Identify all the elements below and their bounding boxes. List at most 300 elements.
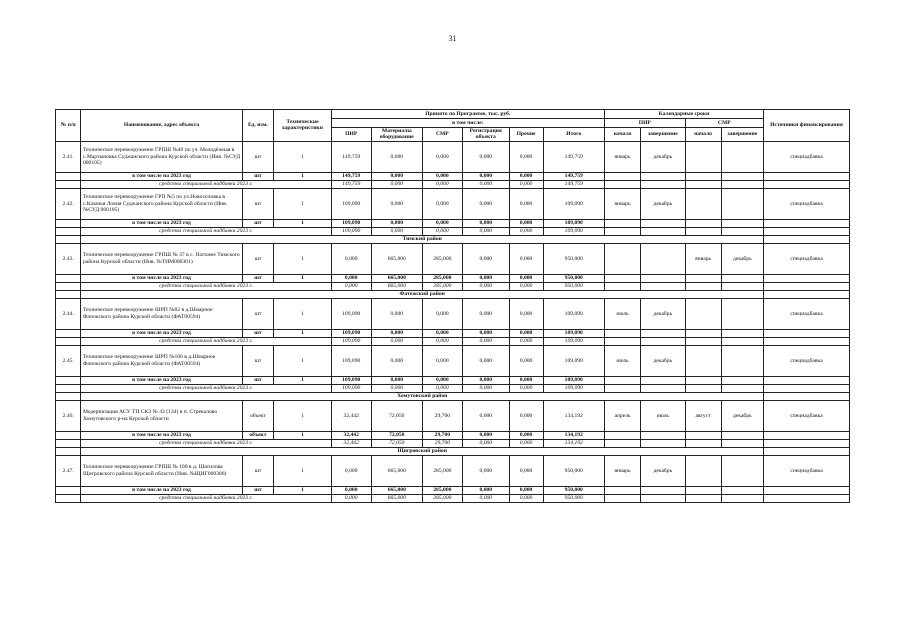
other-cell: 0,000: [509, 455, 543, 486]
empty-cell: [764, 329, 850, 337]
header-calendar: Календарные сроки: [605, 110, 764, 119]
empty-cell: [764, 227, 850, 235]
total-cell: 109,090: [543, 337, 605, 345]
registration-cell: 0,000: [462, 384, 509, 392]
registration-cell: 0,000: [462, 282, 509, 290]
pir-cell: 0,000: [331, 494, 371, 502]
subtotal-label: в том числе на 2023 год: [81, 431, 242, 439]
header-pir: ПИР: [331, 128, 371, 142]
empty-cell: [605, 439, 641, 447]
source-cell: спецнадбавка: [764, 455, 850, 486]
empty-cell: [605, 384, 641, 392]
header-end-pir: завершение: [641, 128, 686, 142]
pir-end-cell: декабрь: [641, 455, 686, 486]
unit-cell: шт: [242, 243, 274, 274]
header-name: Наименование, адрес объекта: [81, 110, 242, 142]
unit-cell: объект: [242, 400, 274, 431]
empty-cell: [764, 384, 850, 392]
empty-cell: [641, 337, 686, 345]
district-row: [56, 290, 850, 298]
object-name: Модернизация АСУ ТП СКЗ № 43 (134) в п. Стрекалово Хомутовского р-на Курской области: [81, 400, 242, 431]
district-row: [56, 392, 850, 400]
other-cell: 0,000: [509, 345, 543, 376]
pir-start-cell: январь: [605, 141, 641, 172]
subtotal-label: в том числе на 2023 год: [81, 376, 242, 384]
materials-cell: 0,000: [371, 337, 422, 345]
registration-cell: 0,000: [462, 274, 509, 282]
empty-cell: [764, 392, 850, 400]
materials-cell: 665,000: [371, 274, 422, 282]
empty-cell: [641, 439, 686, 447]
tech-cell: 1: [274, 431, 331, 439]
materials-cell: 665,000: [371, 243, 422, 274]
empty-cell: [685, 376, 721, 384]
subtotal-label: в том числе на 2023 год: [81, 274, 242, 282]
smr-cell: 0,000: [422, 141, 462, 172]
total-cell: 950,000: [543, 486, 605, 494]
pir-cell: 32,442: [331, 431, 371, 439]
smr-cell: 0,000: [422, 329, 462, 337]
tech-cell: 1: [274, 298, 331, 329]
registration-cell: 0,000: [462, 376, 509, 384]
object-name: Техническое перевооружение ГРПШ № 100 в д. Шатилова Щигровского района Курской области (Инв. №ЩИГ000386): [81, 455, 242, 486]
tech-cell: 1: [274, 329, 331, 337]
total-cell: 950,000: [543, 455, 605, 486]
header-source: Источники финансирования: [764, 110, 850, 142]
district-row: [56, 235, 850, 243]
pir-cell: 109,090: [331, 345, 371, 376]
header-cal-pir: ПИР: [605, 119, 686, 128]
registration-cell: 0,000: [462, 329, 509, 337]
empty-cell: [641, 431, 686, 439]
empty-cell: [56, 384, 81, 392]
other-cell: 0,000: [509, 439, 543, 447]
empty-cell: [685, 180, 721, 188]
materials-cell: 0,000: [371, 172, 422, 180]
empty-cell: [721, 439, 763, 447]
total-cell: 950,000: [543, 274, 605, 282]
empty-cell: [721, 180, 763, 188]
pir-cell: 0,000: [331, 486, 371, 494]
smr-start-cell: [685, 188, 721, 219]
empty-cell: [56, 274, 81, 282]
other-cell: 0,000: [509, 376, 543, 384]
funding-row: [56, 180, 850, 188]
materials-cell: 0,000: [371, 376, 422, 384]
page-number: 31: [448, 34, 457, 43]
tech-cell: 1: [274, 345, 331, 376]
smr-start-cell: [685, 455, 721, 486]
row-number: 2.44.: [56, 298, 81, 329]
empty-cell: [721, 494, 763, 502]
total-cell: 134,192: [543, 439, 605, 447]
tech-cell: 1: [274, 141, 331, 172]
object-row: [56, 455, 850, 486]
source-cell: спецнадбавка: [764, 298, 850, 329]
tech-cell: 1: [274, 243, 331, 274]
smr-start-cell: январь: [685, 243, 721, 274]
smr-end-cell: [721, 298, 763, 329]
smr-cell: 0,000: [422, 219, 462, 227]
row-number: 2.47.: [56, 455, 81, 486]
header-registration: Регистрация объекта: [462, 128, 509, 142]
pir-cell: 109,090: [331, 227, 371, 235]
empty-cell: [605, 282, 641, 290]
empty-cell: [721, 486, 763, 494]
funding-label: средства специальной надбавки 2023 г.: [81, 227, 331, 235]
registration-cell: 0,000: [462, 486, 509, 494]
other-cell: 0,000: [509, 188, 543, 219]
unit-cell: шт: [242, 455, 274, 486]
materials-cell: 0,000: [371, 227, 422, 235]
total-cell: 109,090: [543, 329, 605, 337]
smr-cell: 29,700: [422, 431, 462, 439]
empty-cell: [764, 447, 850, 455]
funding-row: [56, 494, 850, 502]
registration-cell: 0,000: [462, 141, 509, 172]
source-cell: спецнадбавка: [764, 400, 850, 431]
pir-cell: 109,090: [331, 384, 371, 392]
empty-cell: [605, 376, 641, 384]
header-incl: в том числе:: [331, 119, 604, 128]
unit-cell: шт: [242, 486, 274, 494]
row-number: 2.45.: [56, 345, 81, 376]
unit-cell: шт: [242, 141, 274, 172]
object-row: [56, 345, 850, 376]
total-cell: 950,000: [543, 243, 605, 274]
program-table: [55, 109, 850, 503]
registration-cell: 0,000: [462, 172, 509, 180]
materials-cell: 72,050: [371, 439, 422, 447]
other-cell: 0,000: [509, 486, 543, 494]
registration-cell: 0,000: [462, 337, 509, 345]
materials-cell: 0,000: [371, 298, 422, 329]
smr-cell: 0,000: [422, 188, 462, 219]
unit-cell: шт: [242, 345, 274, 376]
total-cell: 109,090: [543, 384, 605, 392]
object-row: [56, 188, 850, 219]
registration-cell: 0,000: [462, 227, 509, 235]
empty-cell: [605, 219, 641, 227]
empty-cell: [764, 376, 850, 384]
total-cell: 134,192: [543, 400, 605, 431]
empty-cell: [56, 439, 81, 447]
empty-cell: [641, 329, 686, 337]
smr-cell: 29,700: [422, 400, 462, 431]
pir-cell: 149,759: [331, 141, 371, 172]
object-name: Техническое перевооружение ШРП №82 в д.Шмарное Фатежского района Курской области (ФАТ00594): [81, 298, 242, 329]
empty-cell: [764, 274, 850, 282]
empty-cell: [685, 274, 721, 282]
empty-cell: [641, 494, 686, 502]
empty-cell: [764, 290, 850, 298]
smr-start-cell: [685, 345, 721, 376]
pir-end-cell: декабрь: [641, 141, 686, 172]
unit-cell: шт: [242, 219, 274, 227]
funding-row: [56, 337, 850, 345]
header-accepted: Принято по Программе, тыс. руб.: [331, 110, 604, 119]
smr-cell: 0,000: [422, 337, 462, 345]
row-number: 2.43.: [56, 243, 81, 274]
empty-cell: [56, 235, 81, 243]
pir-start-cell: июль: [605, 345, 641, 376]
object-row: [56, 243, 850, 274]
other-cell: 0,000: [509, 172, 543, 180]
empty-cell: [56, 337, 81, 345]
pir-start-cell: [605, 243, 641, 274]
smr-cell: 0,000: [422, 227, 462, 235]
other-cell: 0,000: [509, 400, 543, 431]
tech-cell: 1: [274, 376, 331, 384]
empty-cell: [685, 337, 721, 345]
pir-cell: 109,090: [331, 298, 371, 329]
year-subtotal-row: [56, 219, 850, 227]
pir-cell: 32,442: [331, 400, 371, 431]
funding-label: средства специальной надбавки 2023 г.: [81, 282, 331, 290]
empty-cell: [605, 180, 641, 188]
registration-cell: 0,000: [462, 298, 509, 329]
other-cell: 0,000: [509, 298, 543, 329]
materials-cell: 665,000: [371, 486, 422, 494]
empty-cell: [721, 172, 763, 180]
pir-cell: 0,000: [331, 455, 371, 486]
empty-cell: [721, 227, 763, 235]
pir-end-cell: июль: [641, 400, 686, 431]
source-cell: спецнадбавка: [764, 243, 850, 274]
source-cell: спецнадбавка: [764, 141, 850, 172]
pir-cell: 149,759: [331, 172, 371, 180]
empty-cell: [605, 274, 641, 282]
pir-end-cell: [641, 243, 686, 274]
pir-cell: 32,442: [331, 439, 371, 447]
other-cell: 0,000: [509, 337, 543, 345]
empty-cell: [764, 282, 850, 290]
header-start-smr: начало: [685, 128, 721, 142]
pir-start-cell: январь: [605, 188, 641, 219]
funding-label: средства специальной надбавки 2023 г.: [81, 384, 331, 392]
district-name: Щигровский район: [81, 447, 764, 455]
other-cell: 0,000: [509, 180, 543, 188]
smr-end-cell: [721, 345, 763, 376]
other-cell: 0,000: [509, 431, 543, 439]
district-name: Хомутовский район: [81, 392, 764, 400]
empty-cell: [685, 227, 721, 235]
empty-cell: [764, 172, 850, 180]
pir-end-cell: декабрь: [641, 345, 686, 376]
unit-cell: шт: [242, 376, 274, 384]
tech-cell: 1: [274, 219, 331, 227]
smr-cell: 0,000: [422, 376, 462, 384]
empty-cell: [721, 376, 763, 384]
empty-cell: [721, 431, 763, 439]
header-unit: Ед. изм.: [242, 110, 274, 142]
district-row: [56, 447, 850, 455]
empty-cell: [685, 384, 721, 392]
empty-cell: [685, 282, 721, 290]
empty-cell: [764, 219, 850, 227]
empty-cell: [641, 180, 686, 188]
funding-row: [56, 439, 850, 447]
funding-row: [56, 282, 850, 290]
empty-cell: [56, 376, 81, 384]
smr-start-cell: [685, 298, 721, 329]
smr-cell: 285,000: [422, 274, 462, 282]
empty-cell: [764, 337, 850, 345]
empty-cell: [764, 439, 850, 447]
empty-cell: [721, 337, 763, 345]
pir-cell: 109,090: [331, 219, 371, 227]
tech-cell: 1: [274, 274, 331, 282]
unit-cell: шт: [242, 172, 274, 180]
funding-row: [56, 227, 850, 235]
empty-cell: [56, 494, 81, 502]
empty-cell: [56, 290, 81, 298]
total-cell: 149,759: [543, 172, 605, 180]
object-name: Техническое перевооружение ГРПШ № 37 в с. Погожее Тимского района Курской области (Инв. №ТИМ000301): [81, 243, 242, 274]
pir-cell: 0,000: [331, 274, 371, 282]
materials-cell: 0,000: [371, 219, 422, 227]
year-subtotal-row: [56, 376, 850, 384]
empty-cell: [721, 282, 763, 290]
total-cell: 109,090: [543, 227, 605, 235]
empty-cell: [685, 439, 721, 447]
materials-cell: 665,000: [371, 455, 422, 486]
other-cell: 0,000: [509, 219, 543, 227]
tech-cell: 1: [274, 486, 331, 494]
empty-cell: [56, 180, 81, 188]
empty-cell: [56, 282, 81, 290]
empty-cell: [605, 494, 641, 502]
year-subtotal-row: [56, 486, 850, 494]
header-end-smr: завершение: [721, 128, 763, 142]
total-cell: 109,090: [543, 219, 605, 227]
header-start-pir: начало: [605, 128, 641, 142]
registration-cell: 0,000: [462, 219, 509, 227]
header-cal-smr: СМР: [685, 119, 763, 128]
total-cell: 109,090: [543, 188, 605, 219]
materials-cell: 72,050: [371, 431, 422, 439]
empty-cell: [641, 384, 686, 392]
year-subtotal-row: [56, 431, 850, 439]
other-cell: 0,000: [509, 141, 543, 172]
empty-cell: [685, 329, 721, 337]
empty-cell: [685, 486, 721, 494]
subtotal-label: в том числе на 2023 год: [81, 219, 242, 227]
smr-cell: 285,000: [422, 282, 462, 290]
total-cell: 109,090: [543, 298, 605, 329]
smr-cell: 285,000: [422, 494, 462, 502]
empty-cell: [685, 172, 721, 180]
tech-cell: 1: [274, 172, 331, 180]
empty-cell: [56, 486, 81, 494]
year-subtotal-row: [56, 172, 850, 180]
funding-row: [56, 384, 850, 392]
other-cell: 0,000: [509, 282, 543, 290]
total-cell: 950,000: [543, 494, 605, 502]
smr-end-cell: [721, 141, 763, 172]
object-name: Техническое перевооружение ШРП №106 в д.Шмарное Фатежского района Курской области (ФАТ00594): [81, 345, 242, 376]
empty-cell: [56, 329, 81, 337]
other-cell: 0,000: [509, 494, 543, 502]
empty-cell: [764, 494, 850, 502]
smr-cell: 285,000: [422, 486, 462, 494]
materials-cell: 0,000: [371, 141, 422, 172]
row-number: 2.46.: [56, 400, 81, 431]
unit-cell: шт: [242, 329, 274, 337]
registration-cell: 0,000: [462, 243, 509, 274]
registration-cell: 0,000: [462, 494, 509, 502]
pir-end-cell: декабрь: [641, 188, 686, 219]
registration-cell: 0,000: [462, 431, 509, 439]
unit-cell: объект: [242, 431, 274, 439]
pir-cell: 109,090: [331, 188, 371, 219]
pir-cell: 109,090: [331, 329, 371, 337]
other-cell: 0,000: [509, 227, 543, 235]
tech-cell: 1: [274, 400, 331, 431]
pir-start-cell: апрель: [605, 400, 641, 431]
empty-cell: [721, 219, 763, 227]
empty-cell: [721, 384, 763, 392]
empty-cell: [56, 392, 81, 400]
smr-end-cell: декабрь: [721, 243, 763, 274]
district-name: Фатежский район: [81, 290, 764, 298]
smr-start-cell: август: [685, 400, 721, 431]
empty-cell: [56, 172, 81, 180]
smr-cell: 0,000: [422, 345, 462, 376]
object-name: Техническое перевооружение ГРПШ №40 по ул. Молодёжная в с.Мартыновка Суджанского района Курской области (Инв. №СУД 000105): [81, 141, 242, 172]
empty-cell: [764, 180, 850, 188]
smr-end-cell: [721, 188, 763, 219]
object-name: Техническое перевооружение ГРП №5 по ул.Новоселовка в с.Казачья Локня Суджанского района Курской области (Инв. №СУД 000105): [81, 188, 242, 219]
empty-cell: [56, 227, 81, 235]
empty-cell: [641, 282, 686, 290]
smr-end-cell: [721, 455, 763, 486]
empty-cell: [641, 227, 686, 235]
registration-cell: 0,000: [462, 180, 509, 188]
materials-cell: 0,000: [371, 345, 422, 376]
empty-cell: [721, 329, 763, 337]
subtotal-label: в том числе на 2023 год: [81, 172, 242, 180]
header-total: Итого: [543, 128, 605, 142]
total-cell: 109,090: [543, 345, 605, 376]
header-no: № п/п: [56, 110, 81, 142]
smr-cell: 285,000: [422, 455, 462, 486]
empty-cell: [56, 219, 81, 227]
smr-start-cell: [685, 141, 721, 172]
district-name: Тимский район: [81, 235, 764, 243]
materials-cell: 665,000: [371, 494, 422, 502]
total-cell: 109,090: [543, 376, 605, 384]
empty-cell: [56, 431, 81, 439]
empty-cell: [641, 376, 686, 384]
empty-cell: [605, 431, 641, 439]
total-cell: 134,192: [543, 431, 605, 439]
year-subtotal-row: [56, 329, 850, 337]
funding-label: средства специальной надбавки 2023 г.: [81, 439, 331, 447]
empty-cell: [685, 494, 721, 502]
row-number: 2.42.: [56, 188, 81, 219]
empty-cell: [605, 337, 641, 345]
pir-cell: 109,090: [331, 337, 371, 345]
materials-cell: 0,000: [371, 384, 422, 392]
empty-cell: [685, 431, 721, 439]
pir-end-cell: декабрь: [641, 298, 686, 329]
source-cell: спецнадбавка: [764, 188, 850, 219]
registration-cell: 0,000: [462, 439, 509, 447]
total-cell: 950,000: [543, 282, 605, 290]
other-cell: 0,000: [509, 243, 543, 274]
smr-cell: 0,000: [422, 180, 462, 188]
